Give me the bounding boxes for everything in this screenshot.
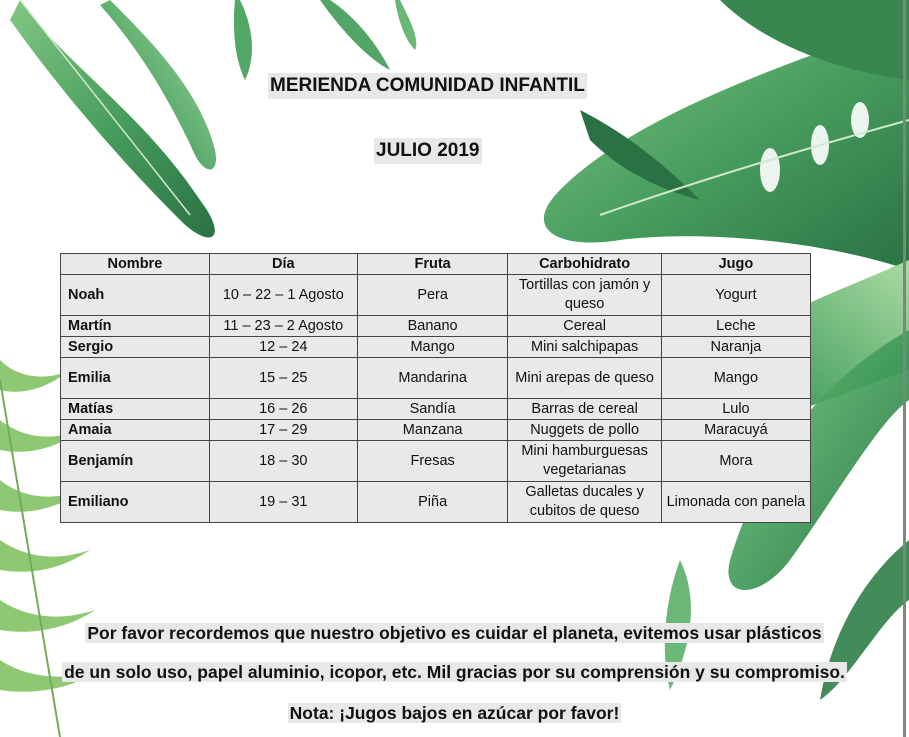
cell-jugo: Limonada con panela bbox=[661, 482, 810, 523]
cell-jugo: Lulo bbox=[661, 399, 810, 420]
cell-nombre: Matías bbox=[61, 399, 210, 420]
cell-carbohidrato: Mini hamburguesas vegetarianas bbox=[508, 441, 661, 482]
cell-jugo: Leche bbox=[661, 316, 810, 337]
cell-jugo: Mango bbox=[661, 358, 810, 399]
cell-nombre: Noah bbox=[61, 275, 210, 316]
table-row bbox=[61, 358, 811, 399]
cell-dia: 11 – 23 – 2 Agosto bbox=[209, 316, 357, 337]
cell-fruta: Fresas bbox=[357, 441, 508, 482]
cell-dia: 17 – 29 bbox=[209, 420, 357, 441]
cell-dia: 10 – 22 – 1 Agosto bbox=[209, 275, 357, 316]
cell-jugo: Mora bbox=[661, 441, 810, 482]
cell-carbohidrato: Nuggets de pollo bbox=[508, 420, 661, 441]
page-subtitle: JULIO 2019 bbox=[374, 138, 482, 164]
cell-nombre: Martín bbox=[61, 316, 210, 337]
cell-fruta: Pera bbox=[357, 275, 508, 316]
note-text-3: Nota: ¡Jugos bajos en azúcar por favor! bbox=[289, 703, 620, 723]
cell-dia: 15 – 25 bbox=[209, 358, 357, 399]
table-row bbox=[61, 441, 811, 482]
cell-carbohidrato: Cereal bbox=[508, 316, 661, 337]
note-text-1: Por favor recordemos que nuestro objetivo es cuidar el planeta, evitemos usar plásticos bbox=[87, 623, 822, 643]
header-fruta: Fruta bbox=[357, 254, 508, 275]
note-text-2: de un solo uso, papel aluminio, icopor, etc. Mil gracias por su comprensión y su compromiso. bbox=[64, 662, 845, 682]
cell-carbohidrato: Barras de cereal bbox=[508, 399, 661, 420]
cell-fruta: Sandía bbox=[357, 399, 508, 420]
header-jugo: Jugo bbox=[661, 254, 810, 275]
header-carbohidrato: Carbohidrato bbox=[508, 254, 661, 275]
cell-carbohidrato: Mini salchipapas bbox=[508, 337, 661, 358]
cell-jugo: Naranja bbox=[661, 337, 810, 358]
cell-dia: 19 – 31 bbox=[209, 482, 357, 523]
cell-dia: 16 – 26 bbox=[209, 399, 357, 420]
cell-nombre: Emiliano bbox=[61, 482, 210, 523]
table-row bbox=[61, 399, 811, 420]
cell-dia: 12 – 24 bbox=[209, 337, 357, 358]
note-line-1 bbox=[0, 620, 909, 646]
cell-carbohidrato: Galletas ducales y cubitos de queso bbox=[508, 482, 661, 523]
cell-fruta: Piña bbox=[357, 482, 508, 523]
table-header-row bbox=[61, 254, 811, 275]
cell-carbohidrato: Tortillas con jamón y queso bbox=[508, 275, 661, 316]
cell-carbohidrato: Mini arepas de queso bbox=[508, 358, 661, 399]
cell-nombre: Benjamín bbox=[61, 441, 210, 482]
table-row bbox=[61, 275, 811, 316]
cell-fruta: Banano bbox=[357, 316, 508, 337]
snack-schedule-table bbox=[60, 253, 811, 523]
cell-fruta: Manzana bbox=[357, 420, 508, 441]
table-row bbox=[61, 482, 811, 523]
page-title: MERIENDA COMUNIDAD INFANTIL bbox=[268, 73, 587, 99]
table-row bbox=[61, 420, 811, 441]
cell-nombre: Sergio bbox=[61, 337, 210, 358]
header-dia: Día bbox=[209, 254, 357, 275]
cell-nombre: Amaia bbox=[61, 420, 210, 441]
cell-nombre: Emilia bbox=[61, 358, 210, 399]
note-line-2 bbox=[0, 659, 909, 685]
cell-fruta: Mandarina bbox=[357, 358, 508, 399]
cell-jugo: Maracuyá bbox=[661, 420, 810, 441]
table-row bbox=[61, 316, 811, 337]
table-row bbox=[61, 337, 811, 358]
header-nombre: Nombre bbox=[61, 254, 210, 275]
cell-jugo: Yogurt bbox=[661, 275, 810, 316]
cell-fruta: Mango bbox=[357, 337, 508, 358]
note-line-3 bbox=[0, 700, 909, 726]
cell-dia: 18 – 30 bbox=[209, 441, 357, 482]
